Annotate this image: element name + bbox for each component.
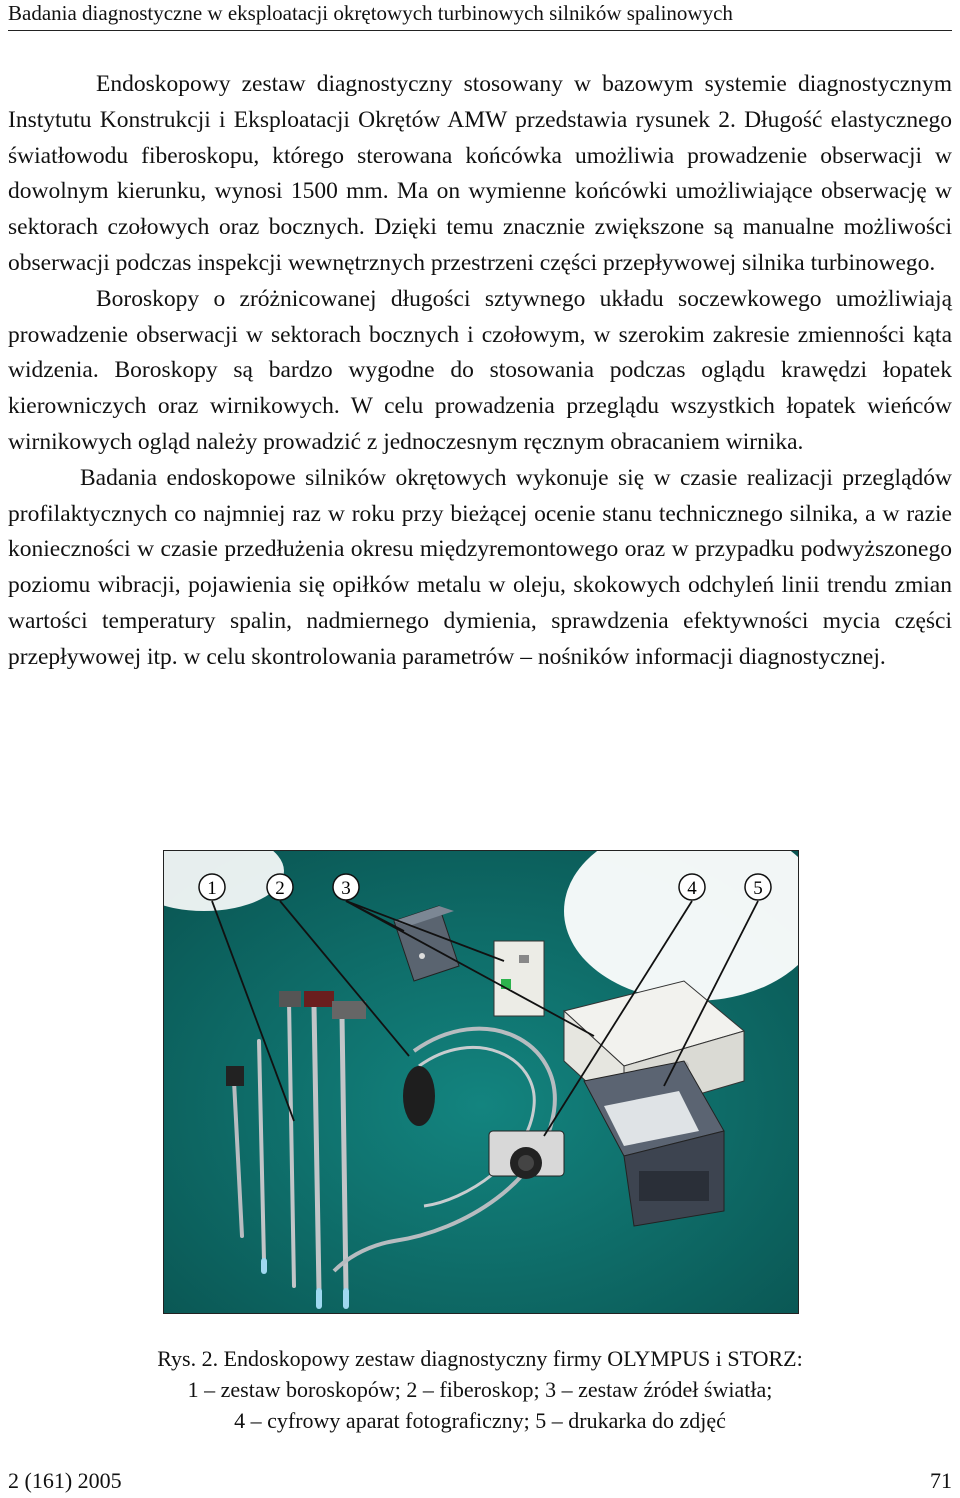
callout-3 <box>333 874 359 900</box>
callout-2-text: 2 <box>275 878 285 899</box>
callout-2 <box>267 874 293 900</box>
figure-photo <box>163 850 799 1314</box>
footer-issue: 2 (161) 2005 <box>8 1468 122 1493</box>
callout-1-text: 1 <box>207 878 217 899</box>
endoscope-kit-illustration <box>164 851 798 1313</box>
callout-1 <box>199 874 225 900</box>
caption-line-3: 4 – cyfrowy aparat fotograficzny; 5 – drukarka do zdjęć <box>234 1408 726 1433</box>
callout-4 <box>679 874 705 900</box>
body-text <box>8 67 952 676</box>
footer-page-number: 71 <box>930 1468 952 1493</box>
paragraph-2: Boroskopy o zróżnicowanej długości sztywnego układu soczewkowego umożliwiają prowadzenie obserwacji w sektorach bocznych i czołowym, w szerokim zakresie zmienności kąta widzenia. Boroskopy są bardzo wygodne do stosowania podczas oglądu krawędzi łopatek kierowniczych oraz wirnikowych. W celu prowadzenia przeglądu wszystkich łopatek wieńców wirnikowych ogląd należy prowadzić z jednoczesnym ręcznym obracaniem wirnika. <box>8 285 952 455</box>
paragraph-3: Badania endoskopowe silników okrętowych wykonuje się w czasie realizacji przeglądów profilaktycznych co najmniej raz w roku przy bieżącej ocenie stanu technicznego silnika, a w razie konieczności w czasie przedłużenia okresu międzyremontowego oraz w przypadku podwyższonego poziomu wibracji, pojawienia się opiłków metalu w oleju, skokowych odchyleń linii trendu zmian wartości temperatury spalin, nadmiernego dymienia, sprawdzenia efektywności mycia części przepływowej itp. w celu skontrolowania parametrów – nośników informacji diagnostycznej. <box>8 464 952 670</box>
digital-camera <box>489 1131 564 1179</box>
running-header <box>8 0 952 31</box>
figure-caption <box>0 1343 960 1436</box>
callout-4-text: 4 <box>687 878 697 899</box>
caption-line-1: Rys. 2. Endoskopowy zestaw diagnostyczny firmy OLYMPUS i STORZ: <box>157 1346 803 1371</box>
paragraph-1: Endoskopowy zestaw diagnostyczny stosowany w bazowym systemie diagnostycznym Instytutu Konstrukcji i Eksploatacji Okrętów AMW przedstawia rysunek 2. Długość elastycznego światłowodu fiberoskopu, którego sterowana końcówka umożliwia prowadzenie obserwacji w dowolnym kierunku, wynosi 1500 mm. Ma on wymienne końcówki umożliwiające obserwację w sektorach czołowych oraz bocznych. Dzięki temu znacznie zwiększone są manualne możliwości obserwacji podczas inspekcji wewnętrznych przestrzeni części przepływowej silnika turbinowego. <box>8 71 952 276</box>
running-title: Badania diagnostyczne w eksploatacji okrętowych turbinowych silników spalinowych <box>8 1 733 25</box>
caption-line-2: 1 – zestaw boroskopów; 2 – fiberoskop; 3 – zestaw źródeł światła; <box>187 1377 773 1402</box>
callout-5 <box>745 874 771 900</box>
callout-3-text: 3 <box>341 878 351 899</box>
callout-5-text: 5 <box>753 878 763 899</box>
